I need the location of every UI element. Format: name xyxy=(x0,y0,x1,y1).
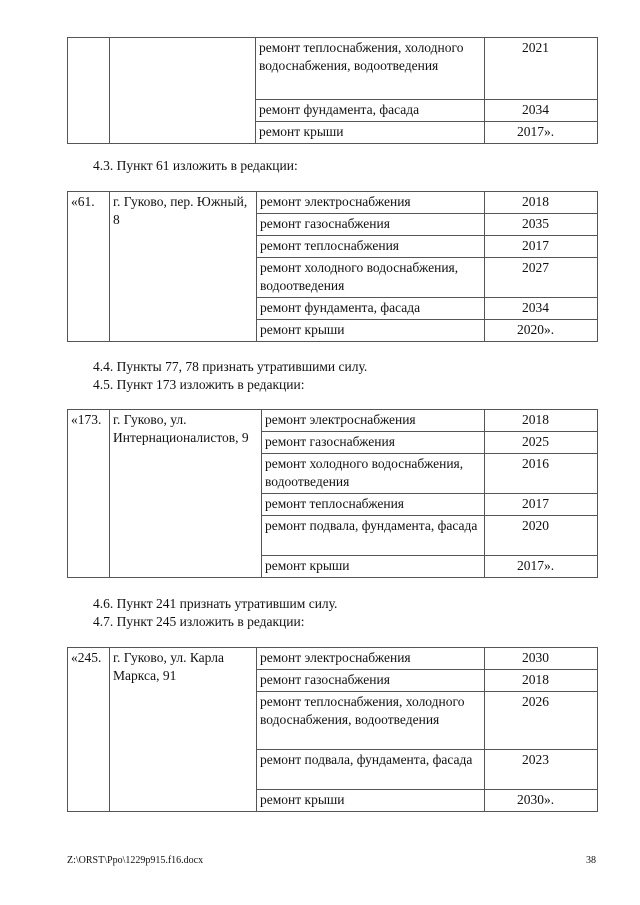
num-cell: «173. xyxy=(68,410,110,578)
work-cell: ремонт подвала, фундамента, фасада xyxy=(262,516,485,556)
paragraph-4-7: 4.7. Пункт 245 изложить в редакции: xyxy=(93,614,305,629)
year-cell: 2030 xyxy=(485,648,598,670)
footer-file-path: Z:\ORST\Ppo\1229p915.f16.docx xyxy=(67,855,204,866)
year-cell: 2030». xyxy=(485,790,598,812)
year-cell: 2035 xyxy=(485,214,598,236)
year-cell: 2027 xyxy=(485,258,598,298)
year-cell: 2034 xyxy=(485,298,598,320)
address-cell: г. Гуково, ул. Интернационалистов, 9 xyxy=(110,410,262,578)
table-row xyxy=(68,38,598,100)
year-cell: 2017 xyxy=(485,236,598,258)
year-cell: 2020 xyxy=(485,516,598,556)
num-cell: «245. xyxy=(68,648,110,812)
work-cell: ремонт крыши xyxy=(257,790,485,812)
work-cell: ремонт теплоснабжения xyxy=(257,236,485,258)
year-cell: 2025 xyxy=(485,432,598,454)
paragraph-4-5: 4.5. Пункт 173 изложить в редакции: xyxy=(93,377,305,392)
work-cell: ремонт крыши xyxy=(257,320,485,342)
year-cell: 2023 xyxy=(485,750,598,790)
work-cell: ремонт холодного водоснабжения, водоотведения xyxy=(262,454,485,494)
work-cell: ремонт крыши xyxy=(262,556,485,578)
year-cell: 2017 xyxy=(485,494,598,516)
year-cell: 2017». xyxy=(485,122,598,144)
table-continuation xyxy=(67,37,598,144)
table-row xyxy=(68,648,598,670)
num-cell: «61. xyxy=(68,192,110,342)
work-cell: ремонт подвала, фундамента, фасада xyxy=(257,750,485,790)
year-cell: 2021 xyxy=(485,38,598,100)
work-cell: ремонт теплоснабжения, холодного водоснабжения, водоотведения xyxy=(257,692,485,750)
work-cell: ремонт фундамента, фасада xyxy=(257,298,485,320)
year-cell: 2018 xyxy=(485,410,598,432)
work-cell: ремонт теплоснабжения, холодного водоснабжения, водоотведения xyxy=(256,38,485,100)
work-cell: ремонт газоснабжения xyxy=(257,214,485,236)
year-cell: 2017». xyxy=(485,556,598,578)
table-item-61 xyxy=(67,191,598,342)
table-row xyxy=(68,192,598,214)
work-cell: ремонт фундамента, фасада xyxy=(256,100,485,122)
work-cell: ремонт электроснабжения xyxy=(262,410,485,432)
work-cell: ремонт крыши xyxy=(256,122,485,144)
work-cell: ремонт холодного водоснабжения, водоотведения xyxy=(257,258,485,298)
work-cell: ремонт газоснабжения xyxy=(262,432,485,454)
paragraph-4-4: 4.4. Пункты 77, 78 признать утратившими силу. xyxy=(93,359,368,374)
address-cell xyxy=(110,38,256,144)
year-cell: 2026 xyxy=(485,692,598,750)
address-cell: г. Гуково, ул. Карла Маркса, 91 xyxy=(110,648,257,812)
work-cell: ремонт электроснабжения xyxy=(257,648,485,670)
table-item-173 xyxy=(67,409,598,578)
work-cell: ремонт газоснабжения xyxy=(257,670,485,692)
num-cell xyxy=(68,38,110,144)
year-cell: 2034 xyxy=(485,100,598,122)
address-cell: г. Гуково, пер. Южный, 8 xyxy=(110,192,257,342)
work-cell: ремонт теплоснабжения xyxy=(262,494,485,516)
year-cell: 2018 xyxy=(485,192,598,214)
work-cell: ремонт электроснабжения xyxy=(257,192,485,214)
year-cell: 2016 xyxy=(485,454,598,494)
year-cell: 2020». xyxy=(485,320,598,342)
paragraph-4-3: 4.3. Пункт 61 изложить в редакции: xyxy=(93,158,298,173)
page-number: 38 xyxy=(586,855,596,866)
year-cell: 2018 xyxy=(485,670,598,692)
table-item-245 xyxy=(67,647,598,812)
table-row xyxy=(68,410,598,432)
paragraph-4-6: 4.6. Пункт 241 признать утратившим силу. xyxy=(93,596,338,611)
